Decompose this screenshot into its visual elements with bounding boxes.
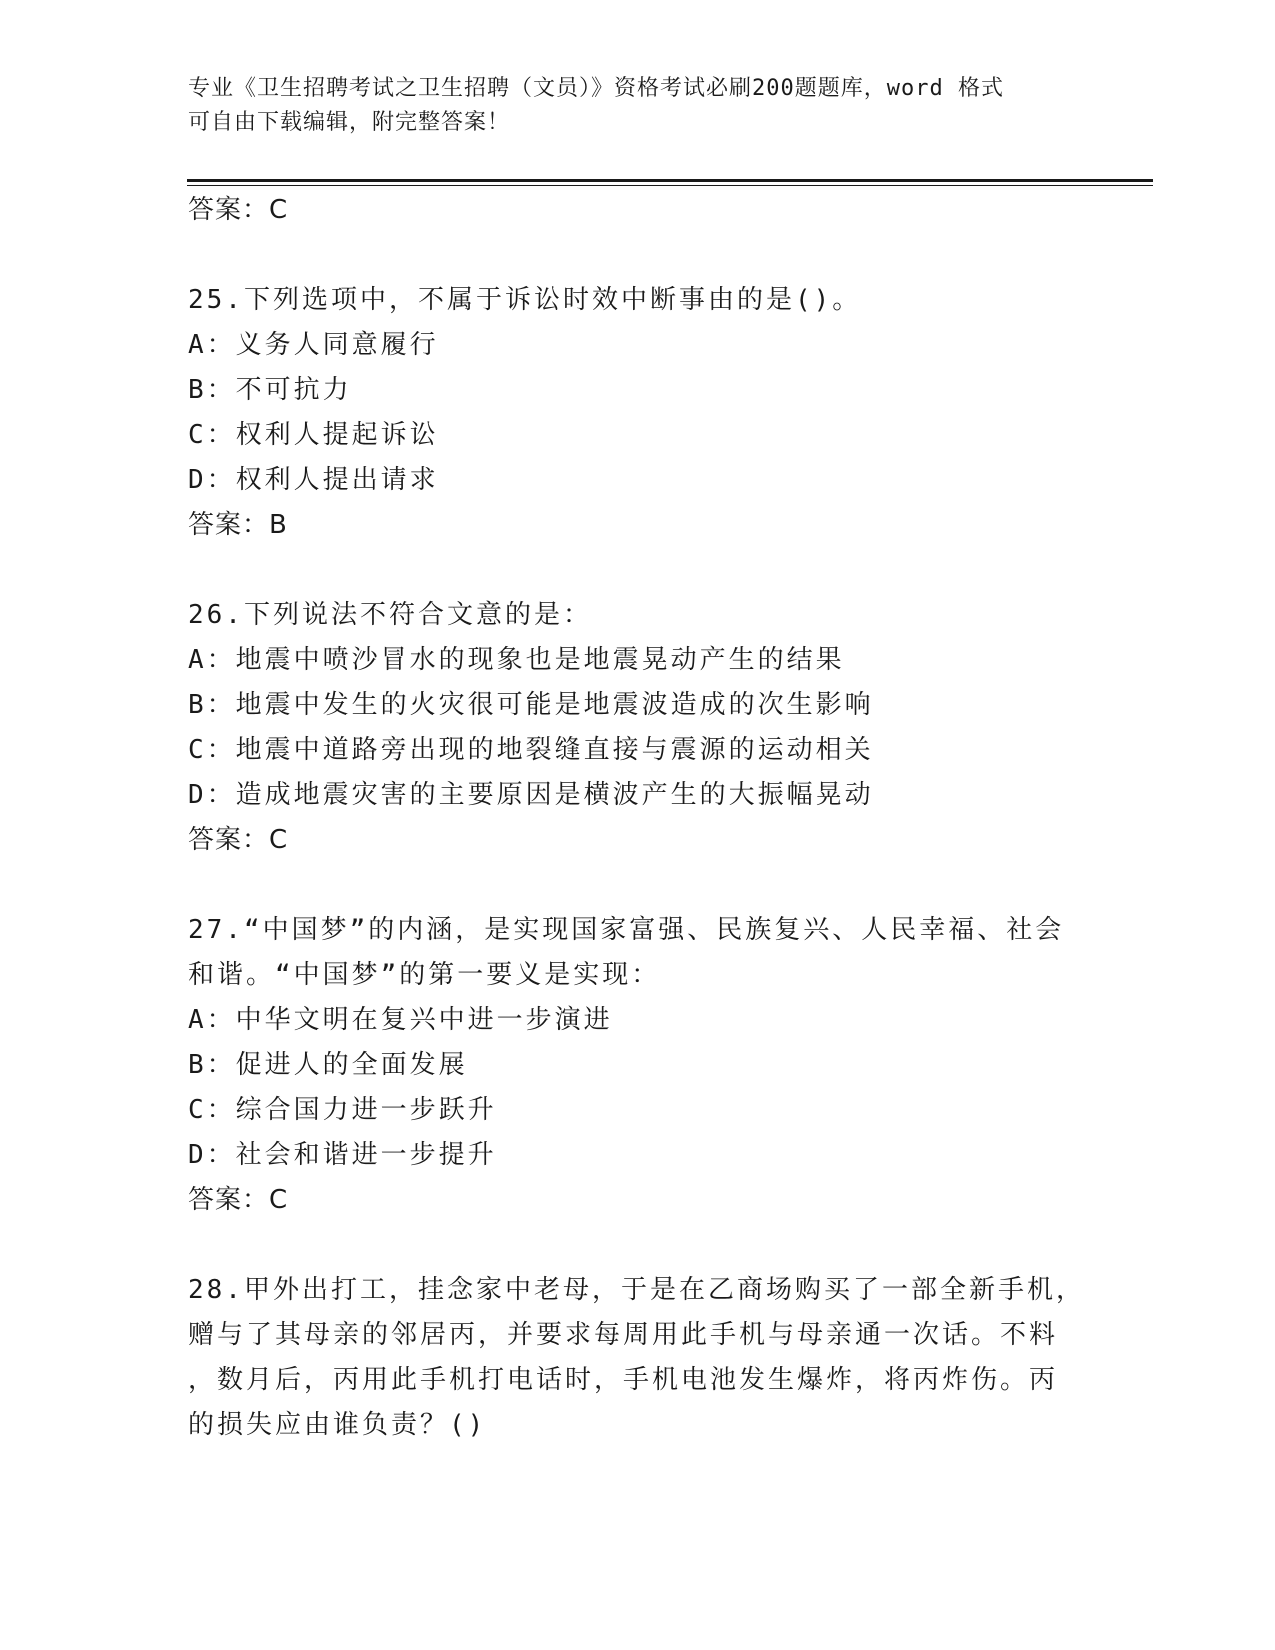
option-b: B：促进人的全面发展 (188, 1050, 468, 1080)
header-line-2: 可自由下载编辑，附完整答案！ (188, 110, 511, 135)
option-a: A：地震中喷沙冒水的现象也是地震晃动产生的结果 (188, 645, 845, 675)
option-c: C：地震中道路旁出现的地裂缝直接与震源的运动相关 (188, 735, 874, 765)
option-c: C：综合国力进一步跃升 (188, 1095, 497, 1125)
question-stem-line-4: 的损失应由谁负责？() (188, 1410, 487, 1440)
question-26 (188, 593, 1088, 863)
question-stem-line-1: 27.“中国梦”的内涵，是实现国家富强、民族复兴、人民幸福、社会 (188, 915, 1065, 945)
option-a: A：义务人同意履行 (188, 330, 439, 360)
option-a: A：中华文明在复兴中进一步演进 (188, 1005, 613, 1035)
question-stem-line-1: 28.甲外出打工，挂念家中老母，于是在乙商场购买了一部全新手机， (188, 1275, 1085, 1305)
spacer (188, 233, 1088, 278)
answer: 答案：C (188, 825, 289, 855)
answer: 答案：B (188, 510, 288, 540)
header-line-1: 专业《卫生招聘考试之卫生招聘（文员）》资格考试必刷200题题库，word 格式 (188, 76, 1004, 101)
document-header (188, 72, 1068, 140)
option-b: B：地震中发生的火灾很可能是地震波造成的次生影响 (188, 690, 874, 720)
header-divider-thick (187, 179, 1153, 182)
spacer (188, 1223, 1088, 1268)
question-stem: 25.下列选项中，不属于诉讼时效中断事由的是()。 (188, 285, 862, 315)
question-28 (188, 1268, 1088, 1448)
option-d: D：权利人提出请求 (188, 465, 439, 495)
question-stem-line-2: 和谐。“中国梦”的第一要义是实现： (188, 960, 661, 990)
option-d: D：造成地震灾害的主要原因是横波产生的大振幅晃动 (188, 780, 874, 810)
option-d: D：社会和谐进一步提升 (188, 1140, 497, 1170)
question-27 (188, 908, 1088, 1223)
answer: 答案：C (188, 1185, 289, 1215)
header-divider-thin (187, 185, 1153, 186)
question-stem-line-3: ，数月后，丙用此手机打电话时，手机电池发生爆炸，将丙炸伤。丙 (188, 1365, 1059, 1395)
spacer (188, 548, 1088, 593)
question-stem: 26.下列说法不符合文意的是： (188, 600, 592, 630)
option-c: C：权利人提起诉讼 (188, 420, 439, 450)
question-stem-line-2: 赠与了其母亲的邻居丙，并要求每周用此手机与母亲通一次话。不料 (188, 1320, 1059, 1350)
question-25 (188, 278, 1088, 548)
spacer (188, 863, 1088, 908)
option-b: B：不可抗力 (188, 375, 352, 405)
previous-answer: 答案：C (188, 195, 289, 225)
question-list (188, 188, 1088, 1448)
